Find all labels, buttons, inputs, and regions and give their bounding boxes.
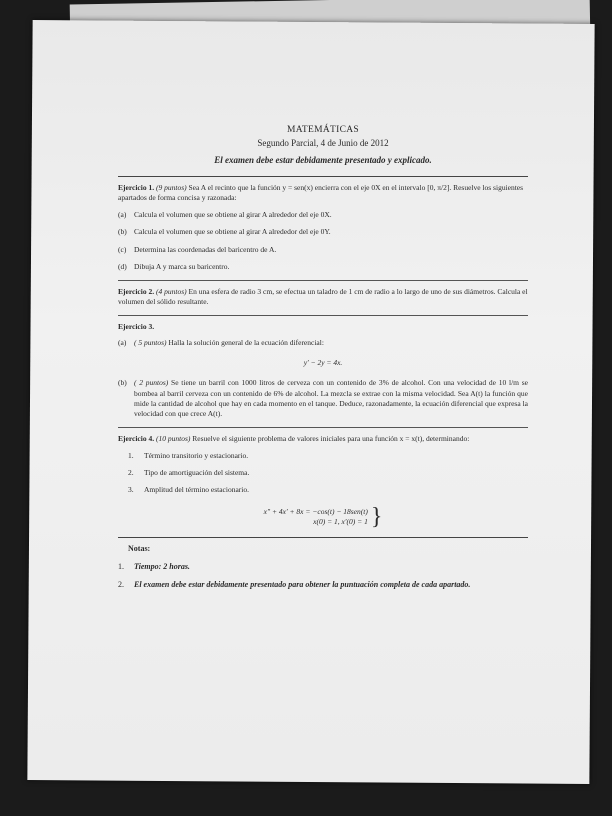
differential-equation: y′ − 2y = 4x. (303, 358, 343, 368)
notes-list (118, 562, 528, 591)
exercise-4 (118, 434, 528, 530)
exercise-4-text: Resuelve el siguiente problema de valores iniciales para una función x = x(t), determinando: (192, 433, 470, 443)
divider (118, 176, 528, 177)
exercise-1-text: Sea A el recinto que la función y = sen(x) encierra con el eje 0X en el intervalo [0, π/2]. Resuelve los siguientes apartados de forma concisa y razonada: (118, 183, 524, 203)
exercise-2-title: Ejercicio 2. (118, 286, 155, 296)
exercise-1 (118, 183, 528, 272)
exam-header (118, 124, 528, 166)
initial-conditions: x(0) = 1, x′(0) = 1 (313, 517, 368, 527)
notes-title: Notas: (128, 544, 151, 554)
notes-section (118, 544, 528, 590)
exam-instructions: El examen debe estar debidamente presentado y explicado. (214, 154, 432, 165)
exercise-4-points: (10 puntos) (155, 433, 191, 443)
divider (118, 427, 528, 428)
exercise-3-part-a: (a) ( 5 puntos) Halla la solución general de la ecuación diferencial: (118, 338, 324, 348)
system-equation: x″ + 4x′ + 8x = −cos(t) − 18sen(t) (263, 507, 368, 517)
list-item: (b) Calcula el volumen que se obtiene al girar A alrededor del eje 0Y. (118, 227, 331, 237)
list-item: (d) Dibuja A y marca su baricentro. (118, 261, 230, 271)
list-item: (a) Calcula el volumen que se obtiene al girar A alrededor del eje 0X. (118, 210, 332, 220)
divider (118, 280, 528, 281)
subject-title: MATEMÁTICAS (287, 125, 359, 135)
exercise-3-part-b: (b) ( 2 puntos) Se tiene un barril con 1000 litros de cerveza con un contenido de 3% de alcohol. Con una velocidad de 10 l/m se bombea al barril cerveza con un contenido de 6% de alcohol. La mezcla se extrae con la misma velocidad. Sea A(t) la función que mide la cantidad de alcohol que hay en cada momento en el tanque. Deduce, razonadamente, la ecuación diferencial que expresa la velocidad con que crece A(t). (118, 378, 529, 418)
exercise-4-items (128, 451, 528, 495)
exercise-2 (118, 287, 528, 307)
exercise-3-title: Ejercicio 3. (118, 322, 155, 332)
list-item: 2. El examen debe estar debidamente presentado para obtener la puntuación completa de cada apartado. (118, 580, 471, 590)
exercise-1-items (118, 210, 528, 272)
exercise-2-text: En una esfera de radio 3 cm, se efectua un taladro de 1 cm de radio a lo largo de uno de sus diámetros. Calcula el volumen del sólido resultante. (118, 286, 528, 306)
list-item: 2. Tipo de amortiguación del sistema. (128, 468, 250, 478)
list-item: (c) Determina las coordenadas del baricentro de A. (118, 244, 277, 254)
list-item: 1. Tiempo: 2 horas. (118, 562, 190, 572)
exam-content (118, 124, 528, 598)
initial-value-system (118, 505, 528, 529)
divider (118, 315, 528, 316)
exam-subtitle: Segundo Parcial, 4 de Junio de 2012 (257, 137, 389, 148)
right-brace: } (370, 504, 383, 531)
divider (118, 537, 528, 538)
list-item: 3. Amplitud del término estacionario. (128, 485, 249, 495)
exercise-1-title: Ejercicio 1. (118, 183, 155, 193)
list-item: 1. Término transitorio y estacionario. (128, 451, 249, 461)
exercise-1-points: (9 puntos) (155, 183, 187, 193)
exercise-4-title: Ejercicio 4. (118, 433, 155, 443)
exercise-2-points: (4 puntos) (155, 286, 187, 296)
exercise-3 (118, 322, 528, 419)
